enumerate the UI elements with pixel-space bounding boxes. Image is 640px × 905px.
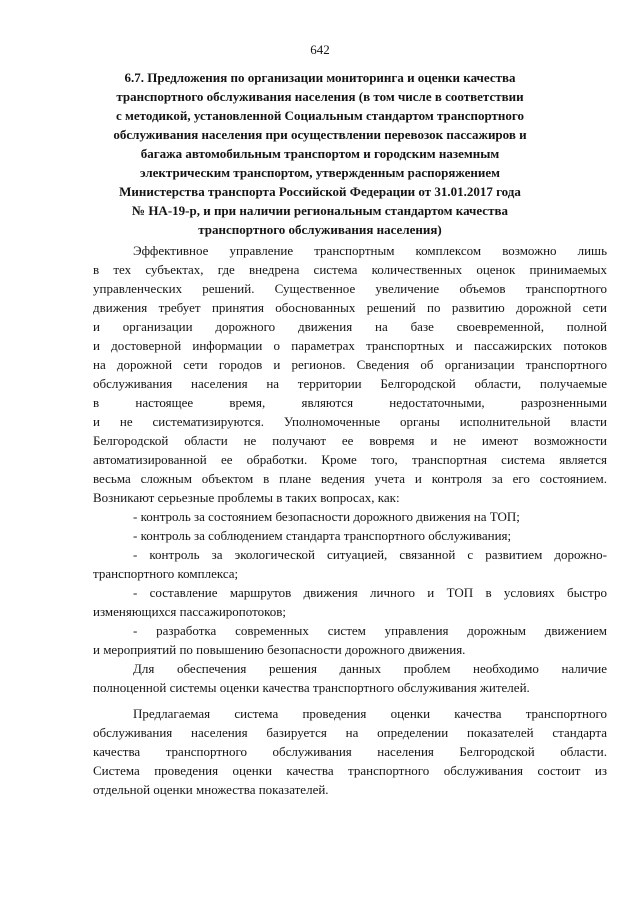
text-line: весьма сложным объектом в плане ведения учета и контроля за его состоянием. [93,471,607,486]
section-heading [110,68,530,239]
text-line: и организации дорожного движения на базе своевременной, полной [93,319,607,334]
heading-line: электрическим транспортом, утвержденным распоряжением [139,165,501,180]
heading-line: с методикой, установленной Социальным стандартом транспортного [115,108,525,123]
text-line: - контроль за соблюдением стандарта транспортного обслуживания; [133,528,512,543]
text-line: Возникают серьезные проблемы в таких вопросах, как: [93,490,400,505]
text-line: Предлагаемая система проведения оценки качества транспортного [133,706,607,721]
paragraph-intro [93,241,607,507]
text-line: полноценной системы оценки качества транспортного обслуживания жителей. [93,680,530,695]
text-line: Эффективное управление транспортным комплексом возможно лишь [133,243,607,258]
heading-line: транспортного обслуживания населения (в том числе в соответствии [116,89,524,104]
text-line: обслуживания населения базируется на определении показателей стандарта [93,725,607,740]
text-line: транспортного комплекса; [93,566,239,581]
text-line: - контроль за состоянием безопасности дорожного движения на ТОП; [133,509,520,524]
text-line: в настоящее время, являются недостаточными, разрозненными [93,395,607,410]
list-item [93,507,607,526]
text-line: управленческих решений. Существенное увеличение объемов транспортного [93,281,607,296]
text-line: качества транспортного обслуживания населения Белгородской области. [93,744,607,759]
list-item [93,545,607,583]
heading-line: транспортного обслуживания населения) [198,222,442,237]
text-line: в тех субъектах, где внедрена система количественных оценок принимаемых [93,262,607,277]
page-number: 642 [310,42,330,57]
list-item [93,621,607,659]
text-line: - составление маршрутов движения личного и ТОП в условиях быстро [133,585,607,600]
paragraph-requirement [93,659,607,697]
body-text [93,241,607,799]
paragraph-proposal [93,704,607,799]
text-line: - контроль за экологической ситуацией, связанной с развитием дорожно- [133,547,607,562]
heading-line: багажа автомобильным транспортом и городским наземным [140,146,500,161]
text-line: - разработка современных систем управления дорожным движением [133,623,607,638]
heading-line: обслуживания населения при осуществлении перевозок пассажиров и [113,127,527,142]
text-line: Система проведения оценки качества транспортного обслуживания состоит из [93,763,607,778]
heading-line: Министерства транспорта Российской Федерации от 31.01.2017 года [119,184,521,199]
text-line: автоматизированной ее обработки. Кроме того, транспортная система является [93,452,607,467]
text-line: и достоверной информации о параметрах транспортных и пассажирских потоков [93,338,607,353]
paragraph-gap [93,697,607,704]
text-line: движения требует принятия обоснованных решений по развитию дорожной сети [93,300,607,315]
text-line: Белгородской области не получают ее вовремя и не имеют возможности [93,433,607,448]
text-line: и не систематизируются. Уполномоченные органы исполнительной власти [93,414,607,429]
heading-line: 6.7. Предложения по организации мониторинга и оценки качества [124,70,516,85]
heading-line: № НА-19-р, и при наличии региональным стандартом качества [132,203,508,218]
text-line: отдельной оценки множества показателей. [93,782,329,797]
text-line: изменяющихся пассажиропотоков; [93,604,286,619]
text-line: на дорожной сети городов и регионов. Сведения об организации транспортного [93,357,607,372]
text-line: обслуживания населения на территории Белгородской области, получаемые [93,376,607,391]
list-item [93,583,607,621]
list-item [93,526,607,545]
text-line: и мероприятий по повышению безопасности дорожного движения. [93,642,466,657]
text-line: Для обеспечения решения данных проблем необходимо наличие [133,661,607,676]
